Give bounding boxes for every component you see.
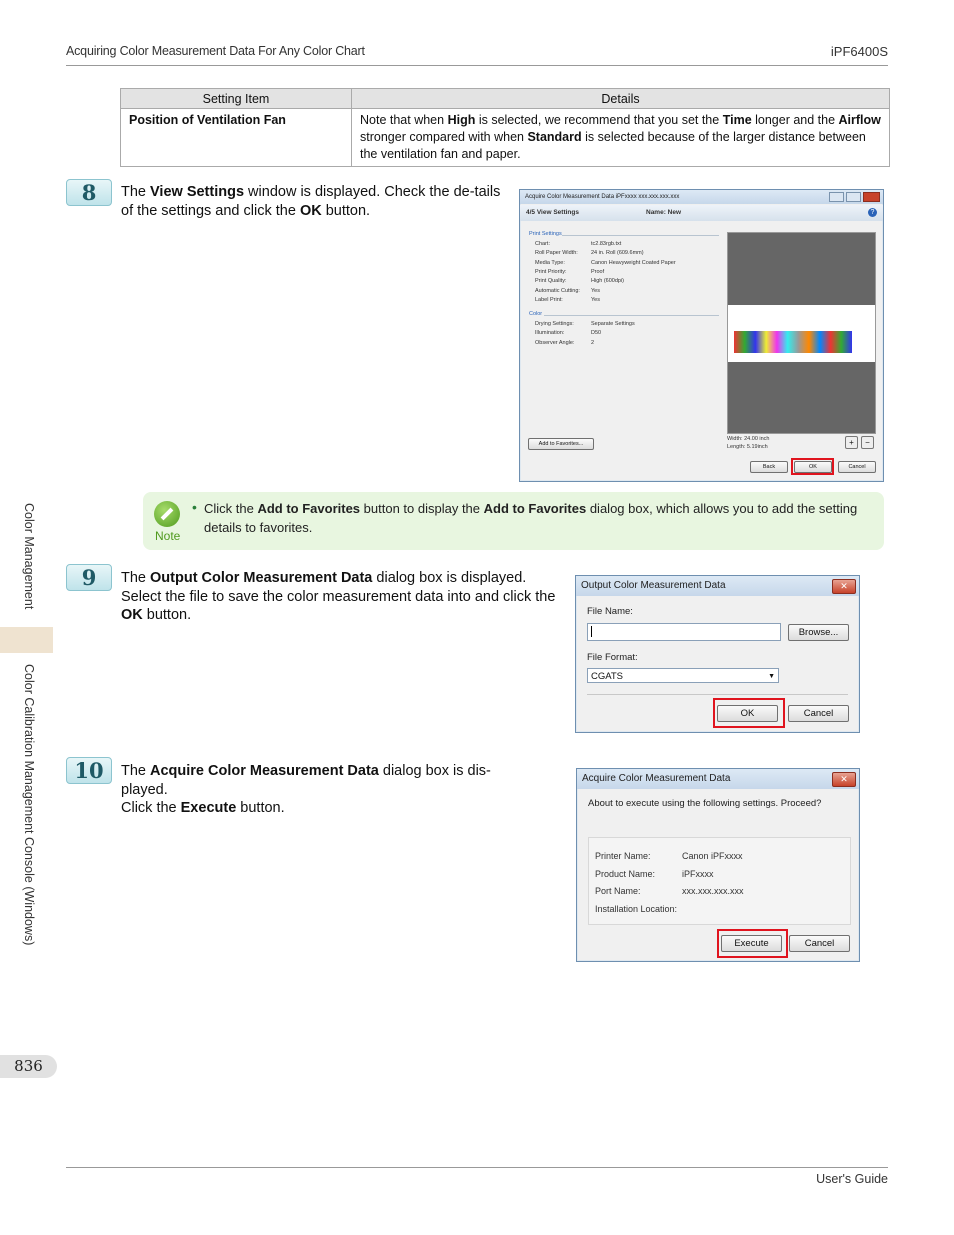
wizard-step-label: 4/5 View Settings: [526, 209, 579, 216]
settings-summary-panel: [588, 837, 851, 925]
pencil-icon: [154, 501, 180, 527]
cancel-button[interactable]: Cancel: [788, 705, 849, 722]
cancel-button[interactable]: Cancel: [789, 935, 850, 952]
table-header-details: Details: [352, 89, 890, 109]
setting-key: Automatic Cutting:: [535, 287, 580, 294]
footer-guide: User's Guide: [816, 1172, 888, 1186]
setting-value: iPFxxxx: [682, 868, 714, 879]
step-10-text: The Acquire Color Measurement Data dialog box is dis-played. Click the Execute button.: [121, 763, 491, 816]
setting-value: Canon iPFxxxx: [682, 851, 743, 861]
table-cell-details: Note that when High is selected, we recommend that you set the Time longer and the Airflow stronger compared with when Standard is selected because of the larger distance between the ventilation fan and paper.: [352, 109, 890, 167]
print-settings-heading: Print Settings: [529, 231, 562, 237]
step-10-badge: 10: [66, 757, 112, 784]
zoom-out-icon[interactable]: −: [861, 436, 874, 449]
color-chart-patches: [734, 331, 852, 353]
zoom-in-icon[interactable]: +: [845, 436, 858, 449]
minimize-icon[interactable]: [829, 192, 844, 202]
footer-rule: [66, 1167, 888, 1168]
setting-key: Roll Paper Width:: [535, 250, 578, 257]
setting-key: Observer Angle:: [535, 339, 575, 346]
cancel-button[interactable]: Cancel: [838, 461, 876, 473]
browse-button[interactable]: Browse...: [788, 624, 849, 641]
setting-key: Print Quality:: [535, 278, 567, 285]
settings-table: [120, 88, 890, 167]
side-tab-highlight: [0, 627, 53, 653]
print-settings-divider: [562, 235, 719, 236]
setting-key: Illumination:: [535, 330, 565, 337]
setting-key: Print Priority:: [535, 268, 567, 275]
step-8-badge: 8: [66, 179, 112, 206]
setting-value: 2: [591, 339, 595, 346]
file-format-select[interactable]: CGATS ▼: [587, 668, 779, 683]
setting-key: Printer Name:: [595, 851, 651, 861]
output-data-dialog: [575, 575, 860, 733]
close-icon[interactable]: ✕: [832, 772, 856, 787]
page-number: 836: [0, 1055, 57, 1078]
setting-value: 24 in. Roll (609.6mm): [591, 250, 644, 257]
setting-key: Chart:: [535, 241, 550, 247]
running-header-model: iPF6400S: [830, 44, 888, 59]
close-icon[interactable]: [863, 192, 880, 202]
setting-value: Proof: [591, 268, 605, 275]
note-label: Note: [155, 529, 181, 543]
setting-value: Yes: [591, 296, 600, 303]
setting-key: Product Name:: [595, 868, 656, 879]
close-icon[interactable]: ✕: [832, 579, 856, 594]
setting-value: Canon Heavyweight Coated Paper: [591, 259, 676, 266]
view-settings-titlebar: Acquire Color Measurement Data iPFxxxx xxx.xxx.xxx.xxx: [520, 190, 883, 204]
table-cell-setting: Position of Ventilation Fan: [121, 109, 352, 167]
execute-button[interactable]: Execute: [721, 935, 782, 952]
print-preview: [727, 232, 876, 434]
setting-key: Media Type:: [535, 259, 565, 266]
view-settings-window: [519, 189, 884, 482]
preview-length: Length: 5.19inch: [727, 444, 768, 450]
preview-paper-bottom: [728, 362, 875, 433]
table-header-setting-item: Setting Item: [121, 89, 352, 109]
step-9-badge: 9: [66, 564, 112, 591]
ok-button[interactable]: OK: [794, 461, 832, 473]
confirm-question: About to execute using the following settings. Proceed?: [588, 798, 822, 809]
side-tab-color-management: Color Management: [22, 503, 36, 610]
running-header-title: Acquiring Color Measurement Data For Any Color Chart: [66, 44, 365, 58]
setting-value: D50: [591, 330, 602, 337]
wizard-step-bar: [520, 205, 883, 221]
maximize-icon[interactable]: [846, 192, 861, 202]
note-bullet: •: [192, 499, 197, 515]
chevron-down-icon: ▼: [768, 673, 775, 680]
preview-paper-top: [728, 233, 875, 305]
color-heading: Color: [529, 311, 543, 317]
add-to-favorites-button[interactable]: Add to Favorites...: [528, 438, 594, 450]
setting-value: xxx.xxx.xxx.xxx: [682, 886, 744, 896]
step-8-text: The View Settings window is displayed. Check the de-tails of the settings and click the OK button.: [121, 184, 501, 219]
side-tab-calibration-console: Color Calibration Management Console (Windows): [22, 664, 36, 946]
setting-key: Installation Location:: [595, 903, 678, 914]
dialog-divider: [587, 694, 848, 695]
setting-key: Port Name:: [595, 886, 641, 896]
setting-value: Separate Settings: [591, 321, 635, 327]
note-text: Click the Add to Favorites button to display the Add to Favorites dialog box, which allows you to add the setting details to favorites.: [204, 501, 858, 535]
ok-highlight: [713, 698, 785, 728]
ok-button[interactable]: OK: [717, 705, 778, 722]
back-button[interactable]: Back: [750, 461, 788, 473]
wizard-name-label: Name: New: [646, 209, 682, 216]
ok-highlight: [791, 458, 834, 475]
file-format-label: File Format:: [587, 652, 638, 663]
acquire-data-dialog: [576, 768, 860, 962]
setting-key: Drying Settings:: [535, 321, 574, 327]
output-dialog-titlebar: Output Color Measurement Data ✕: [576, 576, 859, 596]
color-divider: [544, 315, 719, 316]
setting-value: tc2.83rgb.txt: [591, 241, 622, 247]
setting-value: High (600dpi): [591, 278, 625, 285]
setting-key: Label Print:: [535, 296, 563, 303]
header-rule: [66, 65, 888, 66]
execute-highlight: [717, 929, 788, 958]
help-icon[interactable]: ?: [868, 208, 877, 217]
file-name-label: File Name:: [587, 606, 633, 617]
preview-width: Width: 24.00 inch: [727, 436, 770, 442]
acquire-dialog-titlebar: Acquire Color Measurement Data ✕: [577, 769, 859, 789]
setting-value: Yes: [591, 287, 600, 294]
step-9-text: The Output Color Measurement Data dialog box is displayed. Select the file to save the color measurement data into and click the OK button.: [121, 570, 556, 623]
file-name-input[interactable]: [587, 623, 781, 641]
